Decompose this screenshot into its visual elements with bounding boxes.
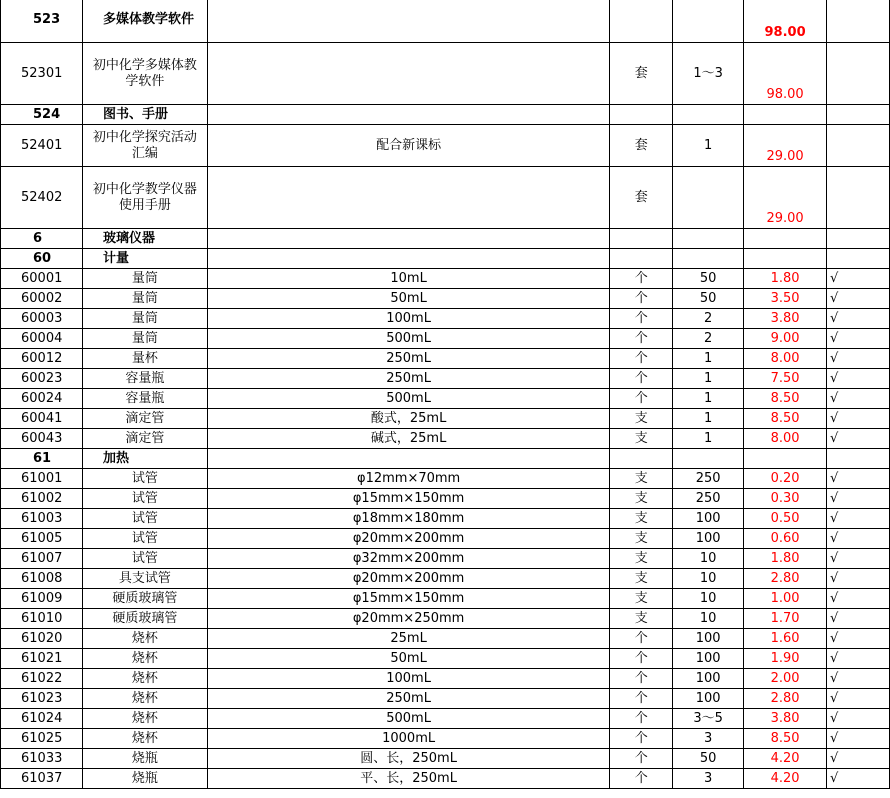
cell-price[interactable]: 1.80 — [744, 549, 827, 569]
cell-spec[interactable]: 250mL — [207, 349, 609, 369]
cell-price[interactable]: 1.70 — [744, 609, 827, 629]
cell-name[interactable]: 烧杯 — [82, 629, 207, 649]
cell-name[interactable]: 试管 — [82, 469, 207, 489]
cell-code[interactable]: 6 — [1, 229, 83, 249]
cell-spec[interactable]: 50mL — [207, 289, 609, 309]
table-row — [1, 329, 890, 349]
cell-spec[interactable]: φ20mm×200mm — [207, 569, 609, 589]
cell-spec[interactable] — [207, 167, 609, 229]
table-row — [1, 125, 890, 167]
cell-unit[interactable]: 个 — [610, 289, 673, 309]
cell-unit[interactable]: 个 — [610, 269, 673, 289]
table-row — [1, 549, 890, 569]
cell-check[interactable]: √ — [827, 409, 890, 429]
cell-price[interactable]: 1.90 — [744, 649, 827, 669]
cell-qty[interactable]: 3 — [673, 769, 744, 789]
cell-code[interactable]: 60043 — [1, 429, 83, 449]
cell-qty[interactable]: 3～5 — [673, 709, 744, 729]
cell-code[interactable]: 61037 — [1, 769, 83, 789]
cell-check[interactable]: √ — [827, 609, 890, 629]
table-row — [1, 167, 890, 229]
cell-qty[interactable]: 50 — [673, 749, 744, 769]
cell-price[interactable]: 29.00 — [744, 125, 827, 167]
cell-spec[interactable]: 250mL — [207, 369, 609, 389]
cell-check[interactable]: √ — [827, 709, 890, 729]
cell-unit[interactable]: 支 — [610, 609, 673, 629]
cell-name[interactable]: 量筒 — [82, 329, 207, 349]
cell-check[interactable]: √ — [827, 389, 890, 409]
table-row — [1, 729, 890, 749]
cell-qty[interactable] — [673, 105, 744, 125]
cell-qty[interactable]: 2 — [673, 309, 744, 329]
cell-unit[interactable]: 支 — [610, 589, 673, 609]
cell-qty[interactable]: 100 — [673, 689, 744, 709]
cell-price[interactable]: 2.80 — [744, 689, 827, 709]
cell-code[interactable]: 61020 — [1, 629, 83, 649]
cell-price[interactable]: 4.20 — [744, 749, 827, 769]
cell-code[interactable]: 61021 — [1, 649, 83, 669]
table-row — [1, 669, 890, 689]
cell-check[interactable]: √ — [827, 649, 890, 669]
cell-unit[interactable]: 个 — [610, 669, 673, 689]
cell-check[interactable]: √ — [827, 769, 890, 789]
cell-qty[interactable]: 100 — [673, 669, 744, 689]
cell-code[interactable]: 61033 — [1, 749, 83, 769]
cell-check[interactable]: √ — [827, 689, 890, 709]
cell-price[interactable]: 8.50 — [744, 729, 827, 749]
cell-check[interactable]: √ — [827, 369, 890, 389]
cell-price[interactable]: 0.30 — [744, 489, 827, 509]
cell-qty[interactable]: 250 — [673, 469, 744, 489]
table-row — [1, 449, 890, 469]
cell-name[interactable]: 容量瓶 — [82, 369, 207, 389]
cell-code[interactable]: 524 — [1, 105, 83, 125]
cell-name[interactable]: 初中化学探究活动汇编 — [82, 125, 207, 167]
cell-price[interactable]: 3.80 — [744, 709, 827, 729]
cell-name[interactable]: 试管 — [82, 509, 207, 529]
cell-name[interactable]: 加热 — [82, 449, 207, 469]
cell-spec[interactable]: φ18mm×180mm — [207, 509, 609, 529]
cell-check[interactable] — [827, 125, 890, 167]
table-row — [1, 289, 890, 309]
cell-qty[interactable]: 10 — [673, 609, 744, 629]
cell-code[interactable]: 60024 — [1, 389, 83, 409]
cell-name[interactable]: 滴定管 — [82, 429, 207, 449]
cell-code[interactable]: 60002 — [1, 289, 83, 309]
cell-price[interactable]: 98.00 — [744, 0, 827, 43]
cell-qty[interactable]: 10 — [673, 549, 744, 569]
table-row — [1, 389, 890, 409]
cell-check[interactable] — [827, 249, 890, 269]
cell-unit[interactable]: 支 — [610, 429, 673, 449]
table-row — [1, 489, 890, 509]
cell-spec[interactable] — [207, 105, 609, 125]
table-row — [1, 509, 890, 529]
cell-check[interactable]: √ — [827, 469, 890, 489]
cell-name[interactable]: 量筒 — [82, 309, 207, 329]
cell-unit[interactable]: 个 — [610, 769, 673, 789]
cell-qty[interactable]: 1 — [673, 125, 744, 167]
cell-qty[interactable] — [673, 167, 744, 229]
cell-price[interactable]: 8.50 — [744, 389, 827, 409]
table-row — [1, 609, 890, 629]
cell-unit[interactable]: 支 — [610, 509, 673, 529]
cell-qty[interactable] — [673, 229, 744, 249]
cell-qty[interactable]: 2 — [673, 329, 744, 349]
cell-price[interactable]: 7.50 — [744, 369, 827, 389]
cell-spec[interactable] — [207, 229, 609, 249]
table-row — [1, 429, 890, 449]
cell-price[interactable] — [744, 449, 827, 469]
cell-name[interactable]: 具支试管 — [82, 569, 207, 589]
cell-check[interactable]: √ — [827, 309, 890, 329]
cell-qty[interactable]: 1 — [673, 369, 744, 389]
cell-unit[interactable]: 个 — [610, 649, 673, 669]
cell-check[interactable] — [827, 105, 890, 125]
cell-code[interactable]: 61002 — [1, 489, 83, 509]
cell-name[interactable]: 烧瓶 — [82, 749, 207, 769]
cell-name[interactable]: 初中化学教学仪器使用手册 — [82, 167, 207, 229]
cell-price[interactable]: 3.50 — [744, 289, 827, 309]
cell-check[interactable]: √ — [827, 509, 890, 529]
cell-code[interactable]: 61025 — [1, 729, 83, 749]
cell-spec[interactable]: 10mL — [207, 269, 609, 289]
cell-unit[interactable]: 个 — [610, 349, 673, 369]
cell-spec[interactable]: 100mL — [207, 669, 609, 689]
cell-price[interactable]: 8.50 — [744, 409, 827, 429]
cell-qty[interactable]: 1 — [673, 429, 744, 449]
cell-price[interactable]: 8.00 — [744, 429, 827, 449]
cell-code[interactable]: 61009 — [1, 589, 83, 609]
cell-spec[interactable]: 酸式，25mL — [207, 409, 609, 429]
cell-name[interactable]: 量杯 — [82, 349, 207, 369]
cell-qty[interactable] — [673, 0, 744, 43]
cell-name[interactable]: 试管 — [82, 529, 207, 549]
cell-check[interactable]: √ — [827, 529, 890, 549]
cell-code[interactable]: 60023 — [1, 369, 83, 389]
cell-qty[interactable]: 50 — [673, 289, 744, 309]
cell-spec[interactable]: 25mL — [207, 629, 609, 649]
cell-check[interactable]: √ — [827, 489, 890, 509]
table-row — [1, 689, 890, 709]
cell-name[interactable]: 滴定管 — [82, 409, 207, 429]
cell-spec[interactable] — [207, 449, 609, 469]
cell-unit[interactable]: 个 — [610, 389, 673, 409]
cell-unit[interactable]: 个 — [610, 309, 673, 329]
cell-price[interactable]: 2.80 — [744, 569, 827, 589]
table-row — [1, 229, 890, 249]
cell-spec[interactable]: φ20mm×200mm — [207, 529, 609, 549]
cell-code[interactable]: 60 — [1, 249, 83, 269]
cell-qty[interactable]: 1 — [673, 409, 744, 429]
cell-price[interactable]: 2.00 — [744, 669, 827, 689]
cell-check[interactable]: √ — [827, 729, 890, 749]
cell-unit[interactable]: 个 — [610, 629, 673, 649]
cell-price[interactable]: 0.60 — [744, 529, 827, 549]
cell-code[interactable]: 60003 — [1, 309, 83, 329]
cell-price[interactable] — [744, 249, 827, 269]
cell-unit[interactable]: 个 — [610, 369, 673, 389]
cell-check[interactable] — [827, 0, 890, 43]
cell-code[interactable]: 61001 — [1, 469, 83, 489]
cell-code[interactable]: 61022 — [1, 669, 83, 689]
cell-spec[interactable]: 碱式，25mL — [207, 429, 609, 449]
table-row — [1, 105, 890, 125]
table-row — [1, 569, 890, 589]
cell-unit[interactable]: 套 — [610, 43, 673, 105]
cell-qty[interactable] — [673, 449, 744, 469]
cell-check[interactable]: √ — [827, 629, 890, 649]
table-row — [1, 369, 890, 389]
cell-spec[interactable]: φ12mm×70mm — [207, 469, 609, 489]
cell-name[interactable]: 硬质玻璃管 — [82, 609, 207, 629]
cell-price[interactable]: 8.00 — [744, 349, 827, 369]
cell-check[interactable] — [827, 449, 890, 469]
cell-spec[interactable]: 500mL — [207, 389, 609, 409]
cell-spec[interactable]: 250mL — [207, 689, 609, 709]
cell-unit[interactable]: 个 — [610, 709, 673, 729]
cell-spec[interactable]: φ15mm×150mm — [207, 589, 609, 609]
cell-price[interactable]: 0.50 — [744, 509, 827, 529]
cell-unit[interactable]: 支 — [610, 409, 673, 429]
cell-spec[interactable]: φ15mm×150mm — [207, 489, 609, 509]
cell-price[interactable]: 1.80 — [744, 269, 827, 289]
cell-name[interactable]: 硬质玻璃管 — [82, 589, 207, 609]
cell-name[interactable]: 试管 — [82, 489, 207, 509]
cell-spec[interactable]: φ20mm×250mm — [207, 609, 609, 629]
cell-unit[interactable]: 支 — [610, 529, 673, 549]
cell-unit[interactable] — [610, 449, 673, 469]
cell-check[interactable] — [827, 167, 890, 229]
cell-qty[interactable]: 1 — [673, 389, 744, 409]
cell-name[interactable]: 玻璃仪器 — [82, 229, 207, 249]
cell-name[interactable]: 量筒 — [82, 269, 207, 289]
table-row — [1, 309, 890, 329]
cell-check[interactable]: √ — [827, 429, 890, 449]
cell-code[interactable]: 61005 — [1, 529, 83, 549]
cell-spec[interactable] — [207, 0, 609, 43]
cell-check[interactable]: √ — [827, 569, 890, 589]
cell-code[interactable]: 60004 — [1, 329, 83, 349]
table-row — [1, 589, 890, 609]
cell-spec[interactable]: 500mL — [207, 709, 609, 729]
table-row — [1, 269, 890, 289]
cell-qty[interactable]: 10 — [673, 589, 744, 609]
cell-spec[interactable]: φ32mm×200mm — [207, 549, 609, 569]
cell-unit[interactable]: 支 — [610, 549, 673, 569]
cell-qty[interactable]: 100 — [673, 629, 744, 649]
cell-price[interactable] — [744, 105, 827, 125]
cell-code[interactable]: 61007 — [1, 549, 83, 569]
cell-unit[interactable]: 套 — [610, 167, 673, 229]
cell-name[interactable]: 量筒 — [82, 289, 207, 309]
cell-qty[interactable]: 250 — [673, 489, 744, 509]
cell-price[interactable]: 4.20 — [744, 769, 827, 789]
cell-check[interactable]: √ — [827, 289, 890, 309]
cell-spec[interactable]: 50mL — [207, 649, 609, 669]
cell-code[interactable]: 52402 — [1, 167, 83, 229]
cell-spec[interactable]: 平、长，250mL — [207, 769, 609, 789]
cell-spec[interactable]: 100mL — [207, 309, 609, 329]
cell-qty[interactable]: 1～3 — [673, 43, 744, 105]
cell-name[interactable]: 初中化学多媒体教学软件 — [82, 43, 207, 105]
cell-name[interactable]: 多媒体教学软件 — [82, 0, 207, 43]
cell-code[interactable]: 61024 — [1, 709, 83, 729]
table-body — [1, 0, 890, 789]
cell-check[interactable]: √ — [827, 589, 890, 609]
cell-price[interactable]: 9.00 — [744, 329, 827, 349]
table-row — [1, 529, 890, 549]
cell-price[interactable]: 98.00 — [744, 43, 827, 105]
cell-name[interactable]: 烧瓶 — [82, 769, 207, 789]
cell-code[interactable]: 52401 — [1, 125, 83, 167]
cell-qty[interactable]: 100 — [673, 529, 744, 549]
cell-code[interactable]: 523 — [1, 0, 83, 43]
cell-qty[interactable]: 100 — [673, 649, 744, 669]
cell-unit[interactable]: 支 — [610, 469, 673, 489]
cell-code[interactable]: 60012 — [1, 349, 83, 369]
cell-spec[interactable]: 500mL — [207, 329, 609, 349]
table-row — [1, 469, 890, 489]
cell-spec[interactable]: 配合新课标 — [207, 125, 609, 167]
cell-check[interactable] — [827, 43, 890, 105]
cell-price[interactable]: 0.20 — [744, 469, 827, 489]
table-row — [1, 709, 890, 729]
cell-unit[interactable]: 个 — [610, 729, 673, 749]
cell-unit[interactable] — [610, 0, 673, 43]
table-row — [1, 769, 890, 789]
cell-unit[interactable]: 个 — [610, 689, 673, 709]
cell-code[interactable]: 52301 — [1, 43, 83, 105]
cell-unit[interactable] — [610, 249, 673, 269]
cell-qty[interactable]: 50 — [673, 269, 744, 289]
cell-code[interactable]: 61023 — [1, 689, 83, 709]
cell-name[interactable]: 烧杯 — [82, 709, 207, 729]
cell-unit[interactable]: 支 — [610, 489, 673, 509]
cell-qty[interactable]: 3 — [673, 729, 744, 749]
cell-name[interactable]: 计量 — [82, 249, 207, 269]
cell-price[interactable] — [744, 229, 827, 249]
table-row — [1, 349, 890, 369]
cell-spec[interactable]: 圆、长，250mL — [207, 749, 609, 769]
cell-unit[interactable]: 个 — [610, 329, 673, 349]
cell-name[interactable]: 烧杯 — [82, 729, 207, 749]
cell-check[interactable]: √ — [827, 749, 890, 769]
cell-check[interactable]: √ — [827, 269, 890, 289]
cell-price[interactable]: 1.00 — [744, 589, 827, 609]
cell-name[interactable]: 烧杯 — [82, 649, 207, 669]
cell-check[interactable]: √ — [827, 349, 890, 369]
cell-spec[interactable] — [207, 43, 609, 105]
cell-price[interactable]: 3.80 — [744, 309, 827, 329]
cell-code[interactable]: 61008 — [1, 569, 83, 589]
cell-unit[interactable] — [610, 229, 673, 249]
table-row — [1, 629, 890, 649]
cell-check[interactable]: √ — [827, 669, 890, 689]
cell-spec[interactable] — [207, 249, 609, 269]
table-row — [1, 0, 890, 43]
cell-code[interactable]: 61 — [1, 449, 83, 469]
cell-check[interactable]: √ — [827, 549, 890, 569]
cell-unit[interactable] — [610, 105, 673, 125]
cell-unit[interactable]: 个 — [610, 749, 673, 769]
cell-qty[interactable]: 10 — [673, 569, 744, 589]
cell-name[interactable]: 容量瓶 — [82, 389, 207, 409]
table-row — [1, 43, 890, 105]
cell-unit[interactable]: 套 — [610, 125, 673, 167]
cell-code[interactable]: 61010 — [1, 609, 83, 629]
cell-spec[interactable]: 1000mL — [207, 729, 609, 749]
table-row — [1, 409, 890, 429]
cell-price[interactable]: 1.60 — [744, 629, 827, 649]
cell-qty[interactable] — [673, 249, 744, 269]
cell-name[interactable]: 试管 — [82, 549, 207, 569]
cell-qty[interactable]: 1 — [673, 349, 744, 369]
cell-name[interactable]: 烧杯 — [82, 689, 207, 709]
cell-check[interactable] — [827, 229, 890, 249]
table-row — [1, 649, 890, 669]
table-row — [1, 249, 890, 269]
cell-unit[interactable]: 支 — [610, 569, 673, 589]
table-row — [1, 749, 890, 769]
cell-check[interactable]: √ — [827, 329, 890, 349]
cell-code[interactable]: 61003 — [1, 509, 83, 529]
cell-qty[interactable]: 100 — [673, 509, 744, 529]
cell-price[interactable]: 29.00 — [744, 167, 827, 229]
cell-code[interactable]: 60041 — [1, 409, 83, 429]
cell-name[interactable]: 图书、手册 — [82, 105, 207, 125]
cell-code[interactable]: 60001 — [1, 269, 83, 289]
cell-name[interactable]: 烧杯 — [82, 669, 207, 689]
